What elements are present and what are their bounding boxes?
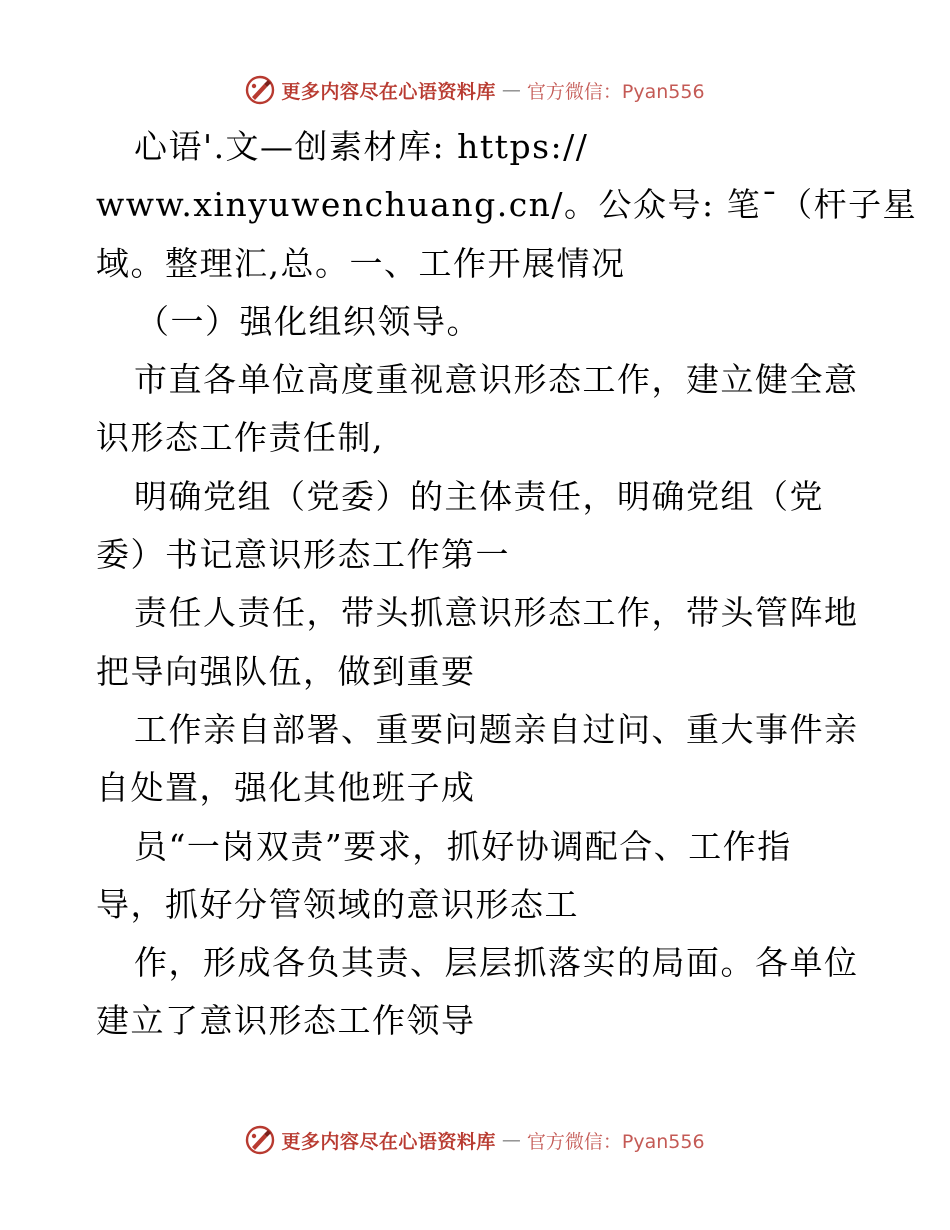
body-line: 市直各单位高度重视意识形态工作，建立健全意 xyxy=(134,360,859,400)
pen-logo-icon xyxy=(245,75,275,105)
body-line: 把导向强队伍，做到重要 xyxy=(96,651,476,691)
watermark-site-text: 更多内容尽在心语资料库 xyxy=(281,1130,496,1153)
body-line: 工作亲自部署、重要问题亲自过问、重大事件亲 xyxy=(134,709,859,749)
body-line: 委）书记意识形态工作第一 xyxy=(96,535,510,575)
watermark-group xyxy=(245,75,704,105)
body-line: 识形态工作责任制, xyxy=(96,418,384,458)
watermark-wechat-text: 官方微信：Pyan556 xyxy=(526,1130,705,1153)
body-line: 导，抓好分管领域的意识形态工 xyxy=(96,884,579,924)
body-line: 明确党组（党委）的主体责任，明确党组（党 xyxy=(134,476,824,516)
footer-watermark xyxy=(0,1120,950,1160)
body-line: 员“一岗双责”要求，抓好协调配合、工作指 xyxy=(134,826,792,866)
body-line: 建立了意识形态工作领导 xyxy=(96,1001,476,1041)
document-body xyxy=(96,118,918,1051)
body-line: 作，形成各负其责、层层抓落实的局面。各单位 xyxy=(134,943,859,983)
body-line: 责任人责任，带头抓意识形态工作，带头管阵地 xyxy=(134,593,859,633)
body-line: www.xinyuwenchuang.cn/。公众号: 笔¯（杆子星 xyxy=(96,185,918,225)
section-heading: （一）强化组织领导。 xyxy=(136,301,481,341)
body-line: 域。整理汇,总。一、工作开展情况 xyxy=(96,243,626,283)
watermark-wechat-text: 官方微信：Pyan556 xyxy=(526,80,705,103)
body-line: 自处置，强化其他班子成 xyxy=(96,768,476,808)
watermark-site-text: 更多内容尽在心语资料库 xyxy=(281,80,496,103)
body-line: 心语'.文—创素材库: https:// xyxy=(134,127,589,166)
header-watermark xyxy=(0,70,950,110)
watermark-separator: — xyxy=(501,79,521,101)
pen-logo-icon xyxy=(245,1125,275,1155)
watermark-separator: — xyxy=(501,1129,521,1151)
watermark-group xyxy=(245,1125,704,1155)
